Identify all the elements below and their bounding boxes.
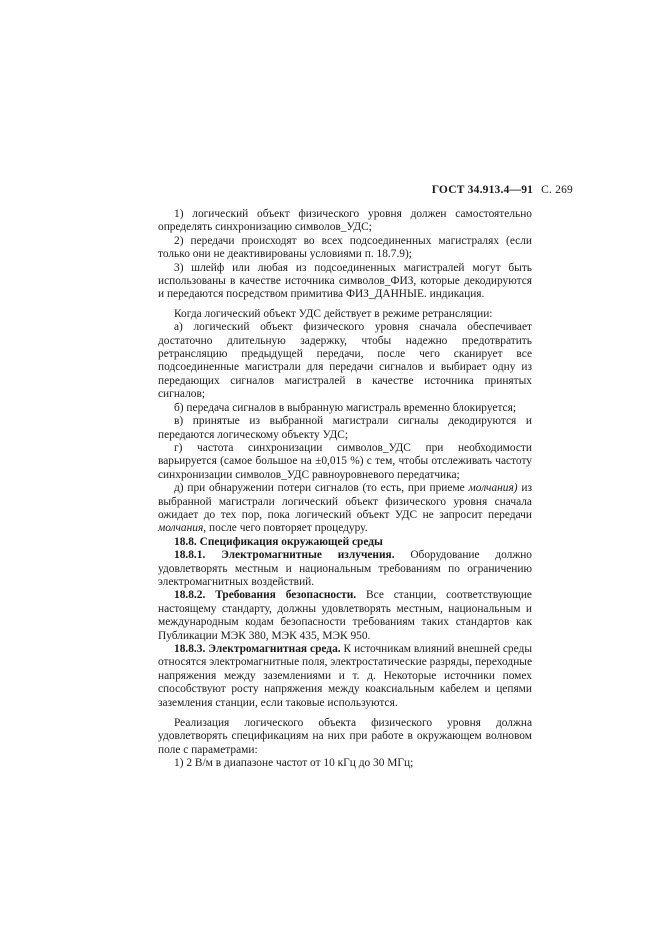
section-title-18-8-3: 18.8.3. Электромагнитная среда. [174, 643, 341, 655]
paragraph-item-1: 1) логический объект физического уровня должен самостоятельно определять синхронизацию символов_УДС; [158, 208, 532, 234]
page-header [432, 184, 573, 196]
section-18-8-1: 18.8.1. Электромагнитные излучения. Оборудование должно удовлетворять местным и национальным требованиям по ограничению электромагнитных воздействий. [158, 549, 532, 588]
paragraph-item-d: д) при обнаружении потери сигналов (то есть, при приеме молчания) из выбранной магистрали логический объект физического уровня сначала ожидает до тех пор, пока логический объект УДС не запросит передачи молчания, после чего повторяет процедуру. [158, 482, 532, 535]
paragraph-param-1: 1) 2 В/м в диапазоне частот от 10 кГц до 30 МГц; [174, 757, 414, 770]
paragraph-relay-intro: Когда логический объект УДС действует в режиме ретрансляции: [174, 307, 493, 320]
section-heading-18-8: 18.8. Спецификация окружающей среды [174, 535, 383, 548]
paragraph-item-a: а) логический объект физического уровня сначала обеспечивает достаточно длительную задержку, чтобы надежно предотвратить ретрансляцию предыдущей передачи, после чего сканирует все подсоединенные магистрали для передачи сигналов и выбирает одну из передающих сигналов магистралей в качестве источника принятых сигналов; [158, 321, 532, 401]
section-title-18-8-1: 18.8.1. Электромагнитные излучения. [174, 549, 395, 562]
standard-number: ГОСТ 34.913.4—91 [431, 184, 534, 196]
paragraph-item-v: в) принятые из выбранной магистрали сигналы декодируются и передаются логическому объекту УДС; [158, 415, 532, 441]
paragraph-implementation: Реализация логического объекта физического уровня должна удовлетворять спецификациям на них при работе в окружающем волновом поле с параметрами: [158, 717, 532, 756]
page-number: С. 269 [541, 184, 573, 196]
document-body [158, 208, 532, 771]
emphasis-silence-2: молчания, [158, 522, 207, 535]
paragraph-item-b: б) передача сигналов в выбранную магистраль временно блокируется; [174, 401, 517, 414]
section-18-8-3: 18.8.3. Электромагнитная среда. К источникам влияний внешней среды относятся электромагнитные поля, электростатические разряды, переходные напряжения между заземлениями и т. д. Некоторые источники помех способствуют росту напряжения между коаксиальным кабелем и цепями заземления станции, если таковые используются. [158, 643, 532, 709]
paragraph-item-g: г) частота синхронизации символов_УДС при необходимости варьируется (самое большое на ±0,015 %) с тем, чтобы отслеживать частоту синхронизации символов_УДС равноуровневого передатчика; [158, 441, 532, 481]
section-title-18-8-2: 18.8.2. Требования безопасности. [174, 589, 357, 602]
paragraph-item-2: 2) передачи происходят во всех подсоединенных магистралях (если только они не деактивированы условиями п. 18.7.9); [158, 234, 532, 261]
emphasis-silence-1: молчания) [468, 482, 518, 495]
section-18-8-2: 18.8.2. Требования безопасности. Все станции, соответствующие настоящему стандарту, должны удовлетворять местным, национальным и международным кодам безопасности требованиям таких стандартов как Публикации МЭК 380, МЭК 435, МЭК 950. [158, 589, 532, 642]
paragraph-item-3: 3) шлейф или любая из подсоединенных магистралей могут быть использованы в качестве источника символов_ФИЗ, которые декодируются и передаются посредством примитива ФИЗ_ДАННЫЕ. индикация. [158, 261, 532, 301]
